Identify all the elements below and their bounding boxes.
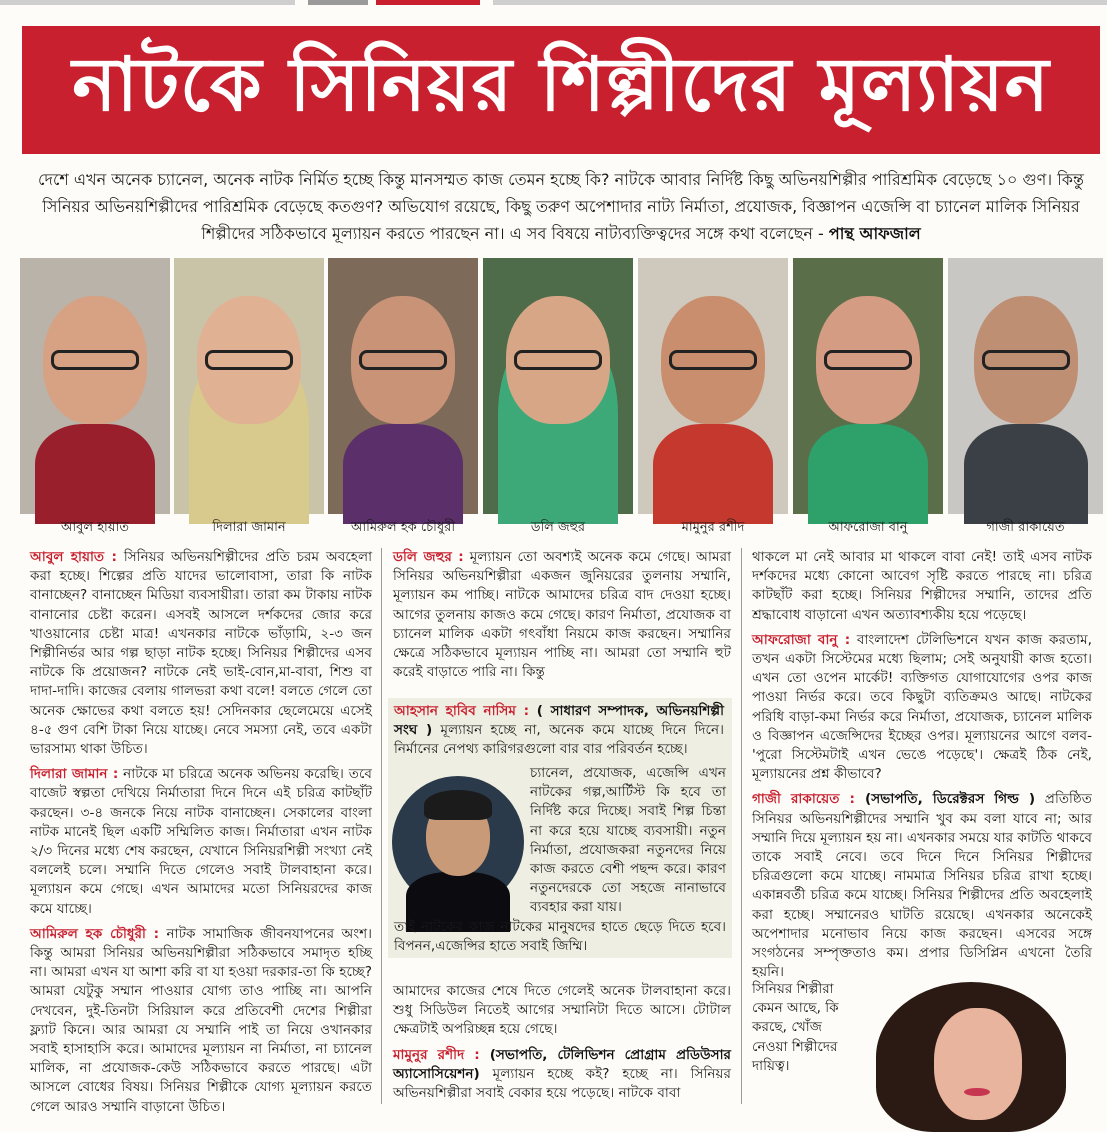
portrait-mamunur-rashid bbox=[638, 258, 788, 514]
sidebar-text: সিনিয়র শিল্পীরা কেমন আছে, কি করছে, খোঁজ নেওয়া শিল্পীদের দায়িত্ব। bbox=[752, 981, 839, 1074]
caption: মামুনুর রশীদ bbox=[681, 520, 745, 535]
speaker-name: দিলারা জামান : bbox=[30, 766, 119, 783]
dolly-continued bbox=[393, 982, 731, 1040]
nasim-body bbox=[530, 764, 726, 916]
quote-text: তাই নাটকের কাজ নাটকের মানুষদের হাতে ছেড়ে দিতে হবে। বিপনন,এজেন্সির হাতে সবাই জিম্মি। bbox=[394, 919, 726, 955]
column-3 bbox=[752, 548, 1092, 981]
portrait-afroza-banu bbox=[793, 258, 943, 514]
quote-text: বাংলাদেশ টেলিভিশনে যখন কাজ করতাম, তখন একটা সিস্টেমের মধ্যে ছিলাম; সেই অনুযায়ী কাজ হতো। এখন তো ওপেন মার্কেট! ব্যক্তিগত যোগাযোগের ওপর কাজ পাওয়া নির্ভর করে। তবে কিছুটা ব্যতিক্রমও আছে। নাটকের পরিধি বাড়া-কমা নির্ভর করে নির্মাতা, প্রযোজক, চ্যানেল মালিক ও বিজ্ঞাপন এজেন্সিদের ইচ্ছের ওপর। মূল্যায়নের আগে বলব-'পুরো সিস্টেমটাই এখন ভেঙে পড়েছে'। ক্ষেত্রই ঠিক নেই, মূল্যায়নের প্রশ্ন কীভাবে? bbox=[752, 631, 1092, 783]
caption: আফরোজা বানু bbox=[828, 520, 908, 535]
speaker-name: আবুল হায়াত : bbox=[30, 549, 117, 565]
quote-text: প্রতিষ্ঠিত সিনিয়র অভিনয়শিল্পীদের সম্মানি খুব কম বলা যাবে না; আর সম্মানি দিয়ে মূল্যায়ন হয় না। এখনকার সময়ে যার কাটতি থাকবে তাকে সবাই নেবে। তবে দিনে দিনে সিনিয়র শিল্পীদের চরিত্রগুলো কমে যাচ্ছে। নামমাত্র সিনিয়র চরিত্র রাখা হচ্ছে। একান্নবর্তী চরিত্র কমে যাচ্ছে। সিনিয়র শিল্পীদের প্রতি অবহেলাই করা হচ্ছে। সম্মানেরও ঘাটতি রয়েছে। এখনকার অনেকেই অপেশাদার মনোভাব নিয়ে কাজ করছেন। এসবের সঙ্গে সংগঠনের সম্পৃক্ততাও কম। প্রপার ডিসিপ্লিন এখনো তৈরি হয়নি। bbox=[752, 791, 1092, 981]
headline-banner bbox=[22, 26, 1100, 154]
speaker-role: ( সাধারণ সম্পাদক, অভিনয়শিল্পী সংঘ ) bbox=[394, 703, 724, 739]
speaker-name: আমিরুল হক চৌধুরী : bbox=[30, 925, 160, 942]
quote-gazi-rakayet bbox=[752, 790, 1092, 982]
quote-text: মূল্যায়ন হচ্ছে না, অনেক কমে যাচ্ছে দিনে দিনে। নির্মানের নেপথ্য কারিগরগুলো বার বার পরিবর্তন হচ্ছে। bbox=[394, 722, 724, 758]
quote-text: নাটকে মা চরিত্রে অনেক অভিনয় করেছি। তবে বাজেট স্বল্পতা দেখিয়ে নির্মাতারা দিনে দিনে এই চরিত্র কাটছাঁট করছেন। ৩-৪ জনকে নিয়ে নাটক বানাচ্ছেন। সেকালের বাংলা নাটক মানেই ছিল একটি সম্মিলিত কাজ। নির্মাতারা এখন নাটক ২/৩ দিনের মধ্যে শেষ করছেন, যেখানে সিনিয়রশিল্পী সংখ্যা নেই বললেই চলে। সম্মানি দিতে গেলেও সবাই টালবাহানা করে। মূল্যায়ন কমে গেছে। এখন আমাদের মতো সিনিয়রদের কাজ কমে যাচ্ছে। bbox=[30, 766, 372, 917]
intro-text: দেশে এখন অনেক চ্যানেল, অনেক নাটক নির্মিত হচ্ছে কিন্তু মানসম্মত কাজ তেমন হচ্ছে কি? নাটকে আবার নির্দিষ্ট কিছু অভিনয়শিল্পীর পারিশ্রমিক বেড়েছে ১০ গুণ। কিন্তু সিনিয়র অভিনয়শিল্পীদের পারিশ্রমিক বেড়েছে কতগুণ? অভিযোগ রয়েছে, কিছু তরুণ অপেশাদার নাট্য নির্মাতা, প্রযোজক, বিজ্ঞাপন এজেন্সি বা চ্যানেল মালিক সিনিয়র শিল্পীদের সঠিকভাবে মূল্যায়ন করতে পারছেন না। এ সব বিষয়ে নাট্যব্যক্তিত্বদের সঙ্গে কথা বলেছেন - bbox=[38, 170, 1084, 243]
quote-mamunur-rashid bbox=[393, 1046, 731, 1104]
photo-ahsan-habib-nasim bbox=[392, 776, 524, 908]
speaker-role: (সভাপতি, ডিরেক্টরস গিল্ড ) bbox=[855, 791, 1036, 808]
quote-text: থাকলে মা নেই আবার মা থাকলে বাবা নেই! তাই এসব নাটক দর্শকদের মধ্যে কোনো আবেগ সৃষ্টি করতে পারছে না। চরিত্র কাটছাঁট করা হচ্ছে। সিনিয়র শিল্পীদের সম্মানি, তাদের প্রতি শ্রদ্ধাবোধ বাড়ানো এখন অত্যাবশ্যকীয় হয়ে পড়েছে। bbox=[752, 549, 1092, 623]
portrait-amirul-haque-chowdhury bbox=[328, 258, 478, 514]
speaker-name: আফরোজা বানু : bbox=[752, 631, 851, 648]
quote-text: আমাদের কাজের শেষে দিতে গেলেই অনেক টালবাহানা করে। শুধু সিডিউল নিতেই আগের সম্মানিটা দিতে আসে। টোটাল ক্ষেত্রটাই অপরিচ্ছন্ন হয়ে গেছে। bbox=[393, 983, 731, 1038]
caption: ডলি জহুর bbox=[530, 520, 586, 535]
intro-paragraph bbox=[30, 166, 1092, 248]
quote-text: চ্যানেল, প্রযোজক, এজেন্সি এখন নাটকের গল্প,আর্টিস্ট কি হবে তা নির্দিষ্ট করে দিচ্ছে। সবাই শিল্প চিন্তা না করে হয়ে যাচ্ছে ব্যবসায়ী। নতুন নির্মাতা, প্রযোজকরা নতুনদের নিয়ে কাজ করতে বেশী পছন্দ করে। কারণ নতুনদেরকে তো সহজে নানাভাবে ব্যবহার করা যায়। bbox=[530, 765, 726, 916]
portrait-captions bbox=[20, 518, 1103, 542]
mamun-continued bbox=[752, 548, 1092, 625]
portrait-abul-hayat bbox=[20, 258, 170, 514]
headline: নাটকে সিনিয়র শিল্পীদের মূল্যায়ন bbox=[72, 41, 1050, 128]
quote-text: সিনিয়র অভিনয়শিল্পীদের প্রতি চরম অবহেলা করা হচ্ছে। শিল্পের প্রতি যাদের ভালোবাসা, তারা কি নাটক বানাচ্ছেন? বানাচ্ছেন মিডিয়া ব্যবসায়ীরা। তারা কম টাকায় নাটক বানানোর চেষ্টা করেন। এসবই আসলে দর্শকদের জোর করে খাওয়ানোর চেষ্টা মাত্র! এখনকার নাটকে ভাঁড়ামি, ২-৩ জন শিল্পীনির্ভর আর গল্প ছাড়া নাটক হচ্ছে। সিনিয়র শিল্পীদের এসব নাটকে কি প্রয়োজন? নাটকে নেই ভাই-বোন,মা-বাবা, শিশু বা দাদা-দাদি। কাজের বেলায় গালভরা কথা বলে! বলতে গেলে তো অনেক ক্ষোভের কথা বলতে হয়! সেদিনকার ছেলেমেয়ে এসেই ৪-৫ গুণ বেশি টাকা নিয়ে যাচ্ছে। নেবে সমস্যা নেই, তবে একটা ভারসাম্য থাকা উচিত। bbox=[30, 549, 373, 758]
quote-text: নাটক সামাজিক জীবনযাপনের অংশ। কিন্তু আমরা সিনিয়র অভিনয়শিল্পীরা সঠিকভাবে সমাদৃত হচ্ছি না। আমরা এখন যা আশা করি বা যা হওয়া দরকার-তা কি হচ্ছে? আমরা যেটুকু সম্মান পাওয়ার যোগ্য তাও পাচ্ছি না। আপনি দেখবেন, দুই-তিনটা সিরিয়াল করে প্রতিবেশী দেশের শিল্পীরা ফ্ল্যাট কিনে। আর আমরা যে সম্মানি পাই তা নিয়ে ওখানকার সবাই হাসাহাসি করে। আমাদের মূল্যায়ন না নির্মাতা, না চ্যানেল মালিক, না প্রযোজক-কেউ সঠিকভাবে করতে পারছে। এটা আসলে বোধের বিষয়। সিনিয়র শিল্পীকে যোগ্য মূল্যায়ন করতে গেলে আরও সম্মানি বাড়ানো উচিত। bbox=[30, 925, 372, 1115]
quote-text: মূল্যায়ন হচ্ছে কই? হচ্ছে না। সিনিয়র অভিনয়শিল্পীরা সবাই বেকার হয়ে পড়েছে। নাটকে বাবা bbox=[393, 1065, 731, 1102]
quote-text: মূল্যায়ন তো অবশ্যই অনেক কমে গেছে। আমরা সিনিয়র অভিনয়শিল্পীরা একজন জুনিয়রের তুলনায় সম্মানি, মূল্যায়ন কম পাচ্ছি। নাটকে আমাদের চরিত্র বাদ দেওয়া হচ্ছে। আগের তুলনায় কাজও কমে গেছে। কারণ নির্মাতা, প্রযোজক বা চ্যানেল মালিক একটা গৎবাঁধা নিয়মে কাজ করছেন। সম্মানির ক্ষেত্রে সঠিকভাবে মূল্যায়ন পাচ্ছি না। আমরা তো সম্মানি হুট করেই বাড়াতে পারি না। কিন্তু bbox=[393, 549, 732, 681]
column-divider bbox=[741, 548, 742, 1104]
quote-dolly-zahur bbox=[393, 548, 731, 688]
top-strip bbox=[0, 0, 1107, 12]
quote-dilara-zaman bbox=[30, 765, 372, 919]
byline: পান্থ আফজাল bbox=[828, 224, 921, 243]
photo-actress bbox=[846, 976, 1084, 1104]
caption: আবুল হায়াত bbox=[61, 520, 129, 535]
quote-amirul-haque bbox=[30, 925, 372, 1117]
column-divider bbox=[381, 548, 382, 1104]
speaker-name: আহসান হাবিব নাসিম : bbox=[394, 703, 530, 719]
quote-abul-hayat bbox=[30, 548, 372, 759]
column-2-bottom bbox=[393, 982, 731, 1104]
nasim-head bbox=[394, 702, 724, 762]
portrait-strip bbox=[20, 258, 1103, 516]
portrait-dolly-zahur bbox=[483, 258, 633, 514]
sidebar-note bbox=[752, 980, 842, 1100]
speaker-name: ডলি জহুর : bbox=[393, 549, 464, 565]
speaker-name: মামুনুর রশীদ : bbox=[393, 1046, 480, 1063]
speaker-name: গাজী রাকায়েত : bbox=[752, 791, 855, 808]
caption: আমিরুল হক চৌধুরী bbox=[350, 520, 456, 535]
speaker-role: (সভাপতি, টেলিভিশন প্রোগ্রাম প্রডিউসার অ্যাসোসিয়েশন) bbox=[393, 1046, 731, 1082]
quote-afroza-banu bbox=[752, 631, 1092, 785]
nasim-tail bbox=[394, 918, 726, 958]
portrait-gazi-rakayet bbox=[948, 258, 1103, 514]
portrait-dilara-zaman bbox=[174, 258, 324, 514]
caption: গাজী রাকায়েত bbox=[986, 520, 1065, 535]
column-1 bbox=[30, 548, 373, 1115]
caption: দিলারা জামান bbox=[212, 520, 286, 535]
